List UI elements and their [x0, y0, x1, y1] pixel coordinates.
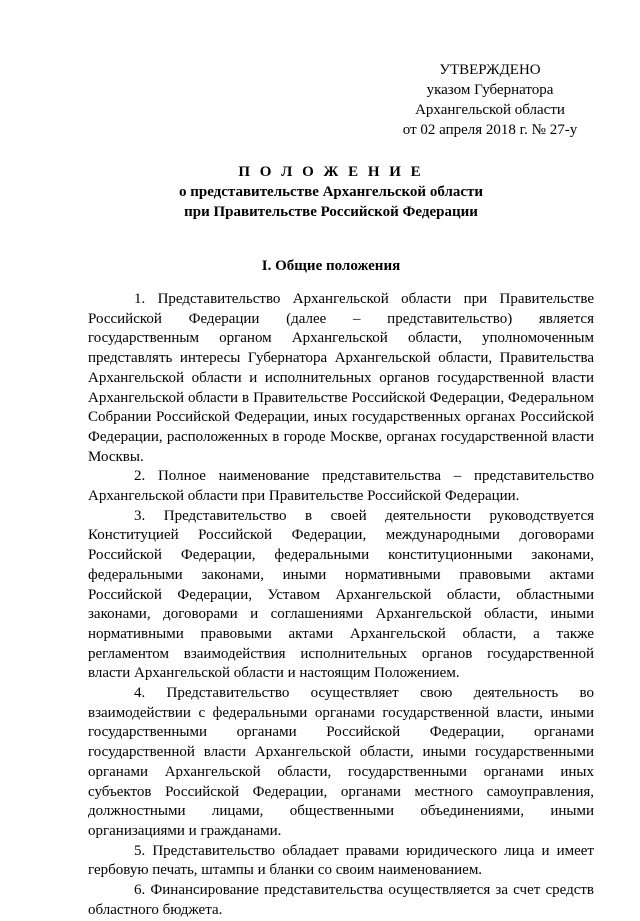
paragraph-2: 2. Полное наименование представительства – представительство Архангельской области при Правительстве Российской Федерации. [88, 468, 594, 505]
approval-title: УТВЕРЖДЕНО [439, 62, 541, 78]
title-main: П О Л О Ж Е Н И Е [238, 164, 424, 180]
paragraph-3: 3. Представительство в своей деятельности руководствуется Конституцией Российской Федерации, международными договорами Российской Федерации, федеральными конституционными законами, федеральными законами, иными нормативными правовыми актами Российской Федерации, Уставом Архангельской области, областными законами, договорами и соглашениями Архангельской области, иными нормативными правовыми актами Архангельской области, а также регламентом взаимодействия исполнительных органов государственной власти Архангельской области и настоящим Положением. [88, 507, 594, 682]
section-heading: I. Общие положения [261, 258, 401, 274]
paragraph-6: 6. Финансирование представительства осуществляется за счет средств областного бюджета. [88, 882, 594, 918]
approval-decree-line: указом Губернатора [426, 82, 554, 98]
paragraph-5: 5. Представительство обладает правами юридического лица и имеет гербовую печать, штампы и бланки со своим наименованием. [88, 842, 594, 879]
title-subtitle-2: при Правительстве Российской Федерации [184, 204, 478, 220]
paragraph-4: 4. Представительство осуществляет свою деятельность во взаимодействии с федеральными органами государственной власти, иными государственными органами Российской Федерации, органами государственной власти Архангельской области, иными государственными органами Архангельской области, государственными органами иных субъектов Российской Федерации, органами местного самоуправления, должностными лицами, общественными объединениями, иными организациями и гражданами. [88, 685, 594, 839]
title-subtitle-1: о представительстве Архангельской области [178, 184, 484, 200]
paragraph-1: 1. Представительство Архангельской области при Правительстве Российской Федерации (далее – представительство) является государственным органом Архангельской области, уполномоченным представлять интересы Губернатора Архангельской области, Правительства Архангельской области и исполнительных органов государственной власти Архангельской области в Правительстве Российской Федерации, Федеральном Собрании Российской Федерации, иных государственных органах Российской Федерации, расположенных в городе Москве, органах государственной власти Москвы. [88, 291, 594, 465]
approval-date-line: от 02 апреля 2018 г. № 27-у [402, 122, 578, 138]
approval-stamp [380, 60, 600, 140]
document-title [80, 162, 582, 222]
document-body [88, 290, 594, 921]
approval-region-line: Архангельской области [415, 102, 565, 118]
